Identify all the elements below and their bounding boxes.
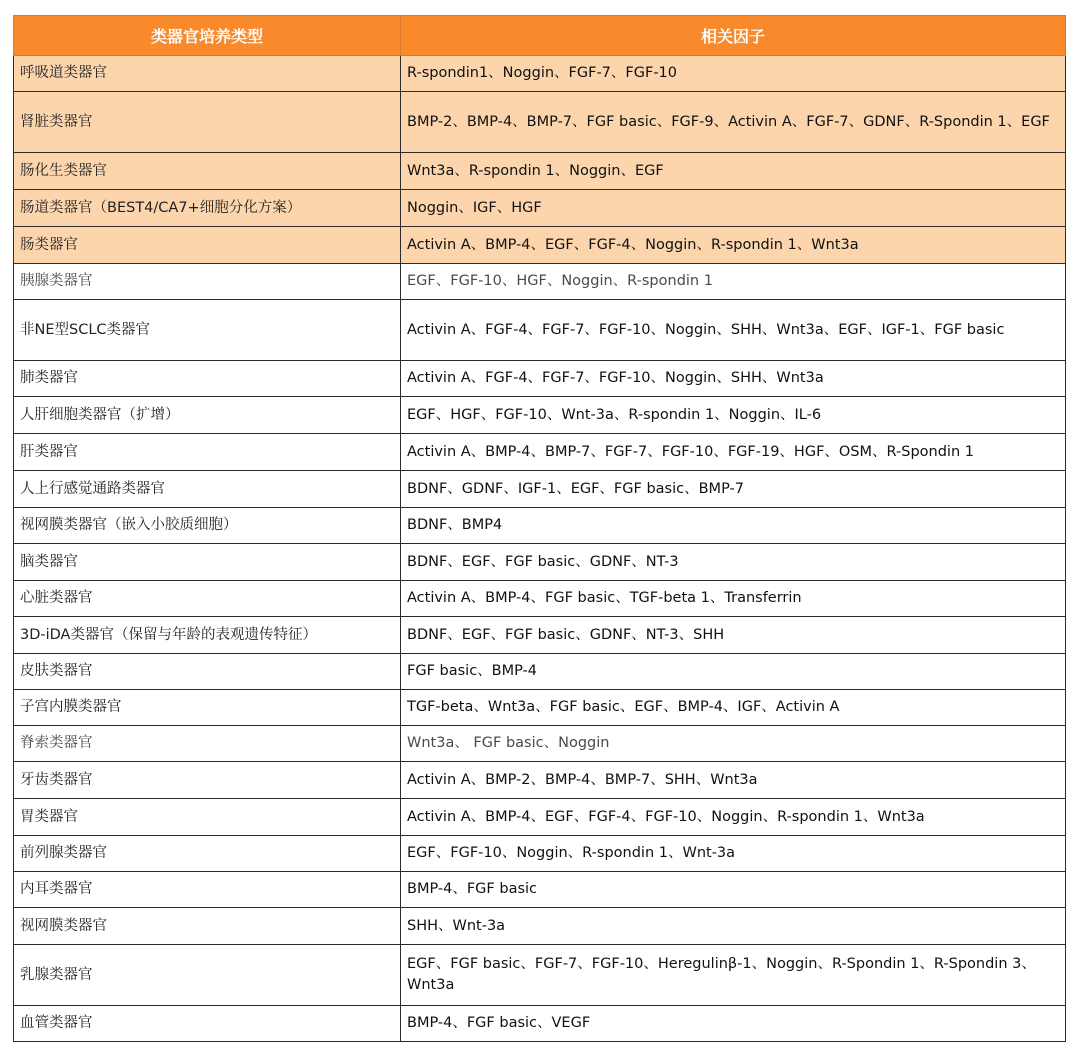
organoid-type-cell: 前列腺类器官	[14, 836, 401, 872]
related-factors-cell: EGF、HGF、FGF-10、Wnt-3a、R-spondin 1、Noggin、IL-6	[401, 397, 1066, 434]
related-factors-cell: FGF basic、BMP-4	[401, 654, 1066, 690]
related-factors-cell: Noggin、IGF、HGF	[401, 190, 1066, 227]
table-row	[14, 508, 1066, 544]
table-row	[14, 654, 1066, 690]
related-factors-cell: BDNF、GDNF、IGF-1、EGF、FGF basic、BMP-7	[401, 471, 1066, 508]
related-factors-cell: EGF、FGF basic、FGF-7、FGF-10、Heregulinβ-1、Noggin、R-Spondin 1、R-Spondin 3、Wnt3a	[401, 945, 1066, 1006]
related-factors-cell: Activin A、BMP-4、BMP-7、FGF-7、FGF-10、FGF-19、HGF、OSM、R-Spondin 1	[401, 434, 1066, 471]
organoid-type-cell: 肠道类器官（BEST4/CA7+细胞分化方案）	[14, 190, 401, 227]
table-row	[14, 56, 1066, 92]
organoid-type-cell: 子宫内膜类器官	[14, 690, 401, 726]
table-row	[14, 581, 1066, 617]
related-factors-cell: Activin A、BMP-4、EGF、FGF-4、Noggin、R-spondin 1、Wnt3a	[401, 227, 1066, 264]
organoid-type-cell: 胃类器官	[14, 799, 401, 836]
table-row	[14, 227, 1066, 264]
organoid-type-cell: 肾脏类器官	[14, 92, 401, 153]
table-row	[14, 945, 1066, 1006]
related-factors-cell: SHH、Wnt-3a	[401, 908, 1066, 945]
header-related-factors: 相关因子	[401, 16, 1066, 56]
table-row	[14, 471, 1066, 508]
organoid-type-cell: 呼吸道类器官	[14, 56, 401, 92]
organoid-type-cell: 牙齿类器官	[14, 762, 401, 799]
organoid-type-cell: 心脏类器官	[14, 581, 401, 617]
table-row	[14, 92, 1066, 153]
organoid-type-cell: 血管类器官	[14, 1006, 401, 1042]
related-factors-cell: BMP-2、BMP-4、BMP-7、FGF basic、FGF-9、Activin A、FGF-7、GDNF、R-Spondin 1、EGF	[401, 92, 1066, 153]
table-row	[14, 762, 1066, 799]
header-organoid-type: 类器官培养类型	[14, 16, 401, 56]
related-factors-cell: EGF、FGF-10、HGF、Noggin、R-spondin 1	[401, 264, 1066, 300]
related-factors-cell: EGF、FGF-10、Noggin、R-spondin 1、Wnt-3a	[401, 836, 1066, 872]
table-row	[14, 361, 1066, 397]
table-body	[14, 56, 1066, 1042]
table-row	[14, 153, 1066, 190]
organoid-type-cell: 肝类器官	[14, 434, 401, 471]
related-factors-cell: Activin A、FGF-4、FGF-7、FGF-10、Noggin、SHH、Wnt3a	[401, 361, 1066, 397]
related-factors-cell: Activin A、BMP-2、BMP-4、BMP-7、SHH、Wnt3a	[401, 762, 1066, 799]
table-row	[14, 836, 1066, 872]
organoid-type-cell: 肺类器官	[14, 361, 401, 397]
table-header-row	[14, 16, 1066, 56]
table-row	[14, 300, 1066, 361]
table-row	[14, 544, 1066, 581]
table-row	[14, 264, 1066, 300]
organoid-type-cell: 胰腺类器官	[14, 264, 401, 300]
related-factors-cell: R-spondin1、Noggin、FGF-7、FGF-10	[401, 56, 1066, 92]
organoid-type-cell: 脑类器官	[14, 544, 401, 581]
organoid-type-cell: 非NE型SCLC类器官	[14, 300, 401, 361]
related-factors-cell: BDNF、BMP4	[401, 508, 1066, 544]
table-row	[14, 872, 1066, 908]
organoid-type-cell: 皮肤类器官	[14, 654, 401, 690]
related-factors-cell: Activin A、BMP-4、EGF、FGF-4、FGF-10、Noggin、R-spondin 1、Wnt3a	[401, 799, 1066, 836]
related-factors-cell: BMP-4、FGF basic、VEGF	[401, 1006, 1066, 1042]
organoid-type-cell: 肠化生类器官	[14, 153, 401, 190]
organoid-factor-table	[13, 15, 1066, 1042]
table-row	[14, 690, 1066, 726]
organoid-type-cell: 乳腺类器官	[14, 945, 401, 1006]
organoid-type-cell: 人肝细胞类器官（扩增）	[14, 397, 401, 434]
organoid-type-cell: 3D-iDA类器官（保留与年龄的表观遗传特征）	[14, 617, 401, 654]
organoid-type-cell: 内耳类器官	[14, 872, 401, 908]
table-row	[14, 434, 1066, 471]
table-row	[14, 397, 1066, 434]
organoid-type-cell: 视网膜类器官（嵌入小胶质细胞）	[14, 508, 401, 544]
table-row	[14, 726, 1066, 762]
table-row	[14, 617, 1066, 654]
related-factors-cell: TGF-beta、Wnt3a、FGF basic、EGF、BMP-4、IGF、Activin A	[401, 690, 1066, 726]
related-factors-cell: Wnt3a、 FGF basic、Noggin	[401, 726, 1066, 762]
organoid-type-cell: 人上行感觉通路类器官	[14, 471, 401, 508]
related-factors-cell: Wnt3a、R-spondin 1、Noggin、EGF	[401, 153, 1066, 190]
table-row	[14, 799, 1066, 836]
related-factors-cell: BDNF、EGF、FGF basic、GDNF、NT-3	[401, 544, 1066, 581]
organoid-type-cell: 视网膜类器官	[14, 908, 401, 945]
organoid-type-cell: 脊索类器官	[14, 726, 401, 762]
table-row	[14, 1006, 1066, 1042]
related-factors-cell: BMP-4、FGF basic	[401, 872, 1066, 908]
organoid-type-cell: 肠类器官	[14, 227, 401, 264]
table-row	[14, 190, 1066, 227]
related-factors-cell: Activin A、BMP-4、FGF basic、TGF-beta 1、Transferrin	[401, 581, 1066, 617]
table-row	[14, 908, 1066, 945]
related-factors-cell: BDNF、EGF、FGF basic、GDNF、NT-3、SHH	[401, 617, 1066, 654]
related-factors-cell: Activin A、FGF-4、FGF-7、FGF-10、Noggin、SHH、Wnt3a、EGF、IGF-1、FGF basic	[401, 300, 1066, 361]
